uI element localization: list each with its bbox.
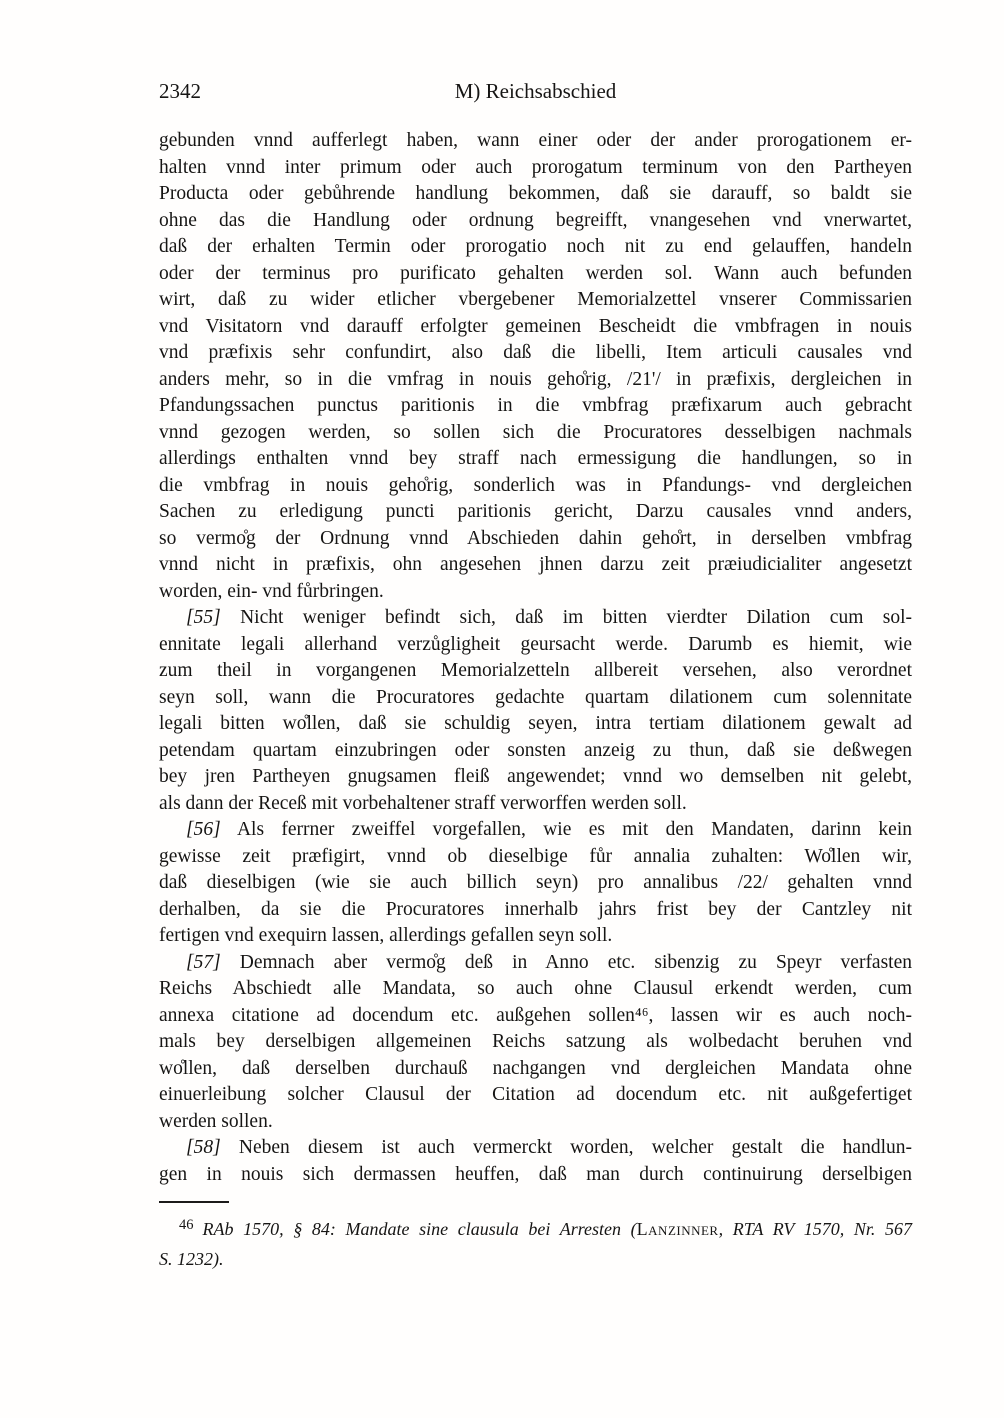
text-line: petendam quartam einzubringen oder sonsten anzeig zu thun, daß sie deßwegen (159, 739, 912, 761)
text-line: legali bitten wo̊llen, daß sie schuldig seyen, intra tertiam dilationem gewalt ad (159, 713, 912, 734)
text-line: wo̊llen, daß derselben durchauß nachgangen vnd dergleichen Mandata ohne (159, 1057, 912, 1079)
footnote-rule (159, 1201, 229, 1203)
text-line: [55] Nicht weniger befindt sich, daß im bitten vierdter Dilation cum sol- (186, 607, 912, 628)
body-text (159, 128, 912, 1188)
paragraph-56 (159, 817, 912, 950)
text-line: [56] Als ferrner zweiffel vorgefallen, wie es mit den Mandaten, darinn kein (186, 819, 912, 840)
text-line: [58] Neben diesem ist auch vermerckt worden, welcher gestalt die handlun- (186, 1137, 912, 1158)
text-line: worden, ein- vnd fůrbringen. (159, 580, 384, 602)
text-line: Reichs Abschiedt alle Mandata, so auch ohne Clausul erkendt werden, cum (159, 978, 912, 999)
text-column (159, 78, 912, 1274)
text-line: zum theil in vorgangenen Memorialzetteln allbereit versehen, also verordnet (159, 660, 912, 681)
page-number: 2342 (159, 79, 201, 103)
text-line: oder der terminus pro purificato gehalten werden sol. Wann auch befunden (159, 262, 912, 284)
footnote-text-cont: , RTA RV 1570, Nr. 567 (718, 1219, 912, 1239)
text-line: daß dieselbigen (wie sie auch billich seyn) pro annalibus /22/ gehalten vnnd (159, 872, 912, 893)
running-head: M) Reichsabschied (454, 79, 617, 103)
footnote-line-1 (159, 1210, 912, 1244)
text-line: anders mehr, so in die vmfrag in nouis geho̊rig, /21'/ in præfixis, dergleichen in (159, 368, 912, 390)
footnote-text: RAb 1570, § 84: Mandate sine clausula bei Arresten ( (202, 1219, 637, 1239)
text-line: Sachen zu erledigung puncti paritionis gericht, Darzu causales vnnd anders, (159, 501, 912, 522)
text-line: allerdings enthalten vnnd bey straff nach ermessigung die handlungen, so in (159, 448, 912, 469)
footnote-marker: 46 (179, 1217, 194, 1233)
text-line: vnd Visitatorn vnd darauff erfolgter gemeinen Bescheidt die vmbfragen in nouis (159, 315, 912, 337)
text-line: ennitate legali allerhand verzůgligheit geursacht werde. Darumb es hiemit, wie (159, 633, 912, 655)
paragraph-number: [55] (186, 607, 221, 628)
paragraph-continued (159, 128, 912, 605)
text-line: halten vnnd inter primum oder auch prorogatum terminum von den Partheyen (159, 156, 912, 178)
text-line: derhalben, da sie die Procuratores innerhalb jahrs frist bey der Cantzley nit (159, 898, 912, 920)
footnote-line-2: S. 1232). (159, 1249, 224, 1269)
text-line: einuerleibung solcher Clausul der Citation ad docendum etc. nit außgefertiget (159, 1084, 912, 1105)
text-line: so vermo̊g der Ordnung vnnd Abschieden dahin geho̊rt, in derselben vmbfrag (159, 527, 912, 549)
page-header (159, 78, 912, 105)
text-line: ohne das die Handlung oder ordnung begreifft, vnangesehen vnd vnerwartet, (159, 209, 912, 231)
paragraph-57 (159, 950, 912, 1136)
text-line: bey jren Partheyen gnugsamen fleiß angewendet; vnnd wo demselben nit gelebt, (159, 766, 912, 787)
text-line: Pfandungssachen punctus paritionis in die vmbfrag præfixarum auch gebracht (159, 395, 912, 416)
text-line: gebunden vnnd aufferlegt haben, wann einer oder der ander prorogationem er- (159, 130, 912, 151)
text-line: daß der erhalten Termin oder prorogatio noch nit zu end gelauffen, handeln (159, 236, 912, 257)
text-line: vnnd gezogen werden, so sollen sich die Procuratores desselbigen nachmals (159, 421, 912, 443)
text-line: als dann der Receß mit vorbehaltener straff verworffen werden soll. (159, 792, 687, 814)
text-line: seyn soll, wann die Procuratores gedachte quartam dilationem cum solennitate (159, 686, 912, 708)
paragraph-number: [57] (186, 951, 221, 973)
text-line: fertigen vnd exequirn lassen, allerdings gefallen seyn soll. (159, 925, 613, 946)
text-line: annexa citatione ad docendum etc. außgehen sollen⁴⁶, lassen wir es auch noch- (159, 1004, 912, 1026)
footnote-author: Lanzinner (636, 1219, 719, 1239)
text-line: [57] Demnach aber vermo̊g deß in Anno etc. sibenzig zu Speyr verfasten (186, 951, 912, 973)
text-line: werden sollen. (159, 1110, 273, 1132)
text-line: vnd præfixis sehr confundirt, also daß die libelli, Item articuli causales vnd (159, 342, 912, 363)
paragraph-number: [58] (186, 1137, 221, 1158)
footnote (159, 1201, 912, 1274)
text-line: gewisse zeit præfigirt, vnnd ob dieselbige fůr annalia zuhalten: Wo̊llen wir, (159, 845, 912, 867)
text-line: mals bey derselbigen allgemeinen Reichs satzung als wolbedacht beruhen vnd (159, 1031, 912, 1052)
paragraph-58 (159, 1135, 912, 1188)
text-line: die vmbfrag in nouis geho̊rig, sonderlich was in Pfandungs- vnd dergleichen (159, 474, 912, 496)
text-line: gen in nouis sich dermassen heuffen, daß man durch continuirung derselbigen (159, 1163, 912, 1185)
text-line: Producta oder gebůhrende handlung bekommen, daß sie darauff, so baldt sie (159, 183, 912, 204)
paragraph-number: [56] (186, 819, 221, 840)
paragraph-55 (159, 605, 912, 817)
text-line: wirt, daß zu wider etlicher vbergebener Memorialzettel vnserer Commissarien (159, 289, 912, 310)
text-line: vnnd nicht in præfixis, ohn angesehen jhnen darzu zeit præiudicialiter angesetzt (159, 554, 912, 575)
